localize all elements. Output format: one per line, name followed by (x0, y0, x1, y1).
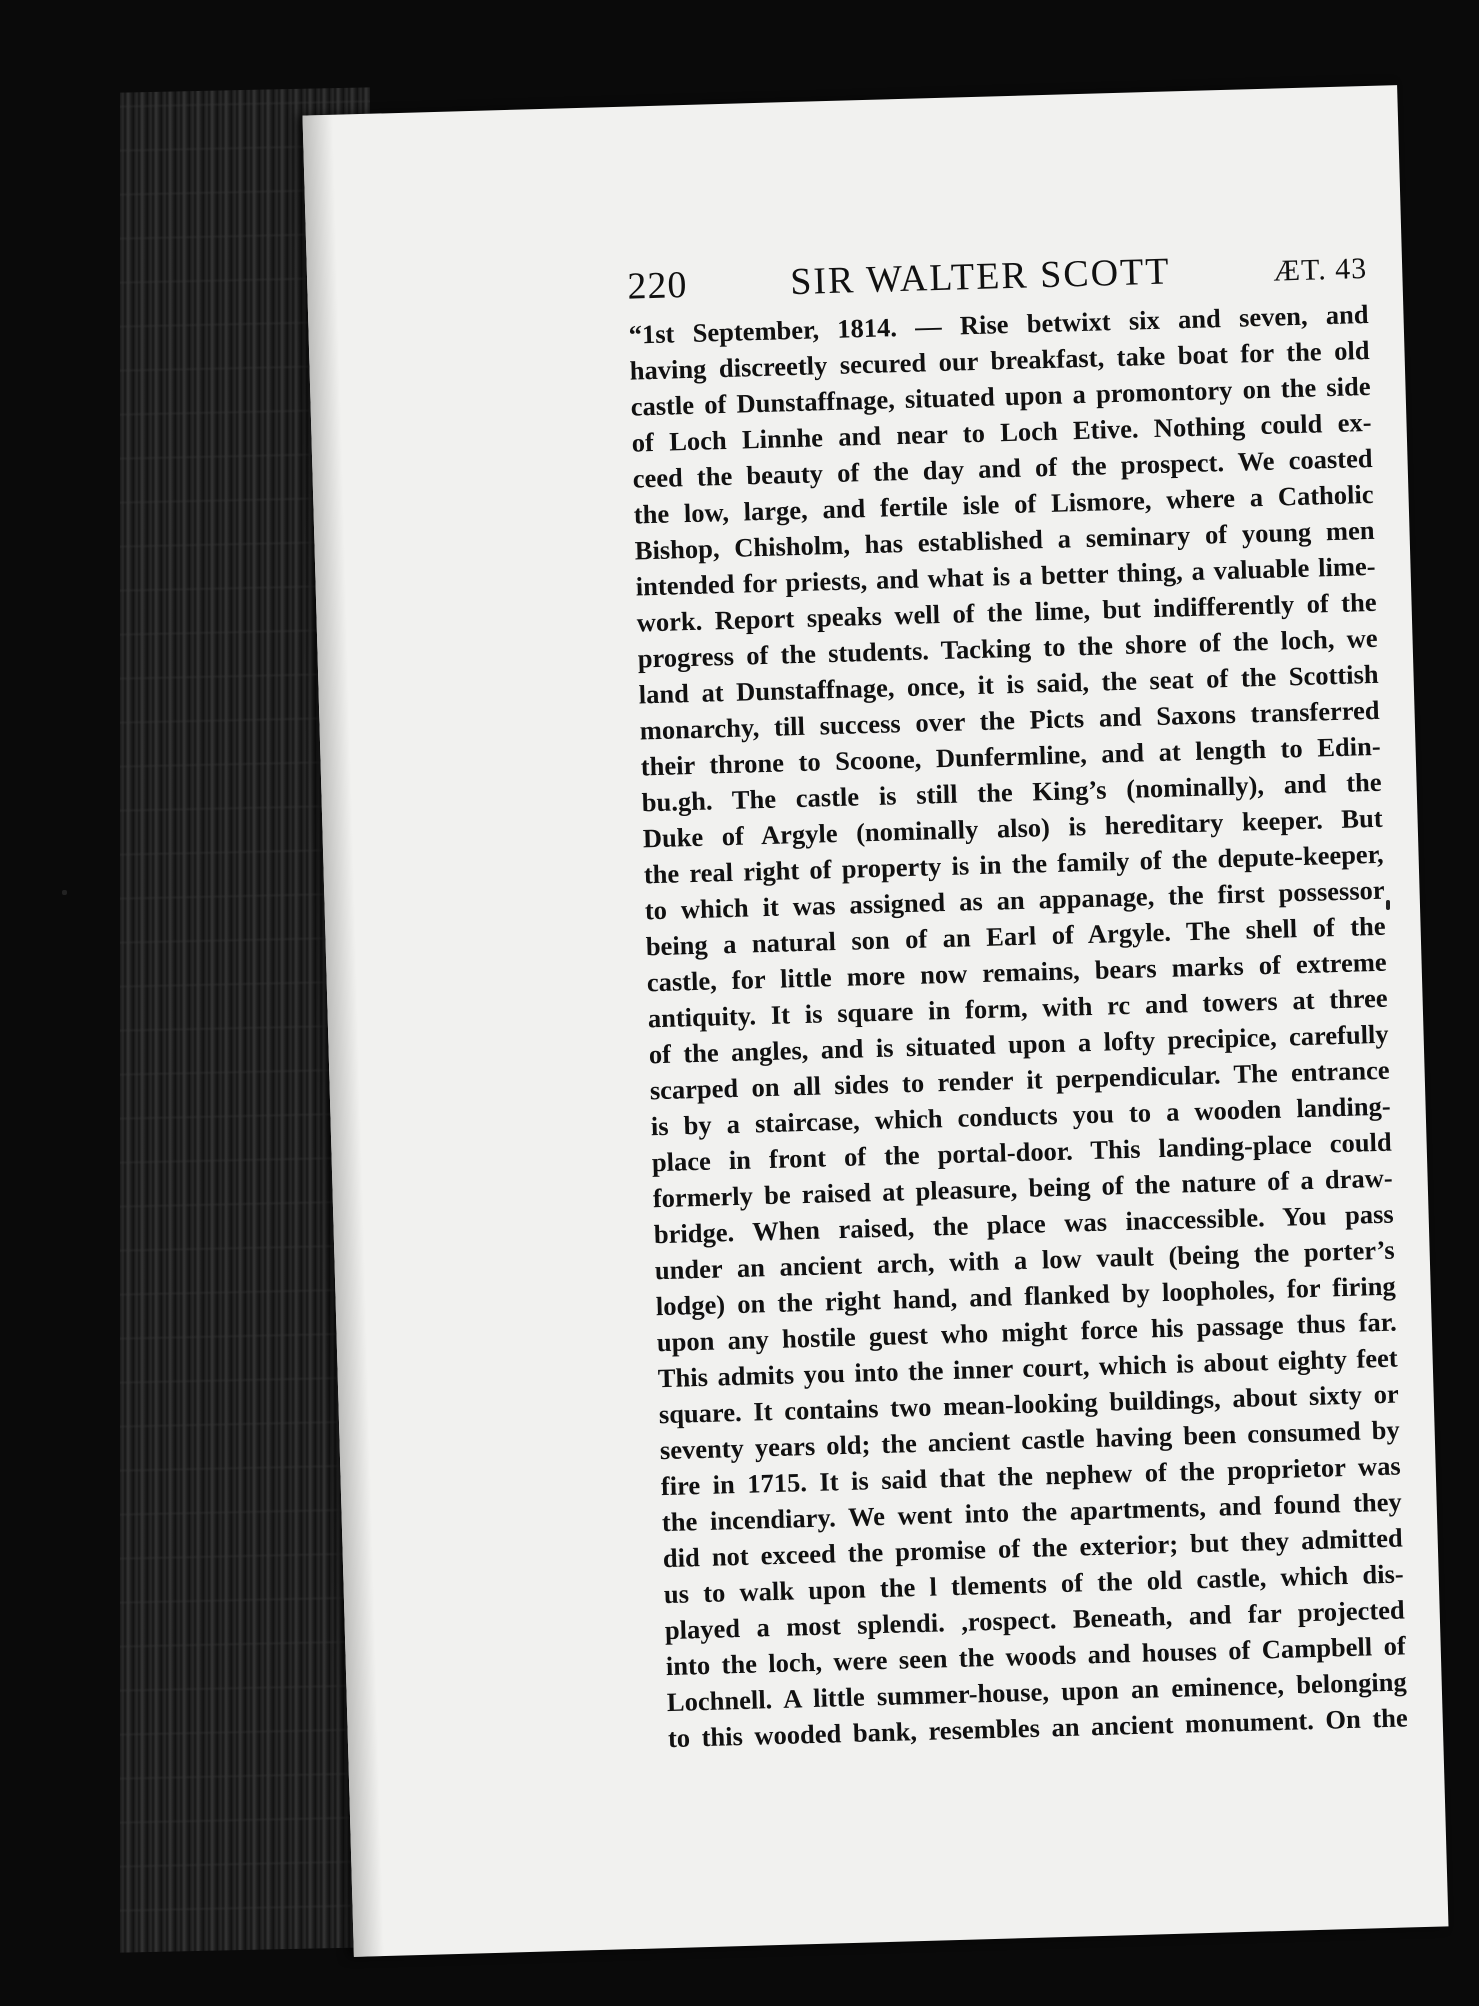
text-line: monarchy, till success over the Picts and Saxons transferred (639, 694, 1380, 746)
text-line: scarped on all sides to render it perpendicular. The entrance (649, 1054, 1390, 1106)
text-line: fire in 1715. It is said that the nephew of the proprietor was (660, 1450, 1402, 1502)
text-line: upon any hostile guest who might force his passage thus far. (656, 1306, 1398, 1358)
text-line: is by a staircase, which conducts you to a wooden landing- (650, 1090, 1391, 1142)
text-line: land at Dunstaffnage, once, it is said, the seat of the Scottish (638, 658, 1379, 710)
text-block (627, 244, 1408, 1756)
text-line: to which it was assigned as an appanage, the first possessor (644, 874, 1385, 926)
age-marker: ÆT. 43 (1272, 251, 1368, 288)
text-line: castle, for little more now remains, bears marks of extreme (646, 946, 1387, 998)
text-line: bridge. When raised, the place was inaccessible. You pass (653, 1198, 1394, 1250)
text-line: played a most splendi. ,rospect. Beneath, and far projected (664, 1594, 1406, 1646)
text-line: of the angles, and is situated upon a lofty precipice, carefully (648, 1018, 1389, 1070)
text-line: under an ancient arch, with a low vault (being the porter’s (654, 1234, 1396, 1286)
text-line: into the loch, were seen the woods and houses of Campbell of (665, 1630, 1407, 1682)
text-line: of Loch Linnhe and near to Loch Etive. Nothing could ex- (631, 406, 1372, 458)
text-line: intended for priests, and what is a better thing, a valuable lime- (635, 550, 1376, 602)
text-line: the real right of property is in the family of the depute-keeper, (643, 838, 1384, 890)
text-line: bu.gh. The castle is still the King’s (nominally), and the (641, 766, 1382, 818)
text-line: formerly be raised at pleasure, being of the nature of a draw- (652, 1162, 1393, 1214)
text-line: antiquity. It is square in form, with rc and towers at three (647, 982, 1388, 1034)
text-line: did not exceed the promise of the exterior; but they admitted (662, 1522, 1404, 1574)
scan-speck (62, 890, 67, 895)
text-line: the incendiary. We went into the apartments, and found they (661, 1486, 1403, 1538)
text-line: having discreetly secured our breakfast, take boat for the old (629, 334, 1370, 386)
text-line: their throne to Scoone, Dunfermline, and at length to Edin- (640, 730, 1381, 782)
text-line: us to walk upon the l tlements of the old castle, which dis- (663, 1558, 1405, 1610)
text-line: This admits you into the inner court, which is about eighty feet (657, 1342, 1399, 1394)
text-line: “1st September, 1814. — Rise betwixt six and seven, and (628, 298, 1369, 350)
running-title: SIR WALTER SCOTT (789, 250, 1172, 304)
text-line: Bishop, Chisholm, has established a seminary of young men (634, 514, 1375, 566)
text-line: ceed the beauty of the day and of the prospect. We coasted (632, 442, 1373, 494)
text-line: place in front of the portal-door. This landing-place could (651, 1126, 1392, 1178)
text-line: being a natural son of an Earl of Argyle. The shell of the (645, 910, 1386, 962)
page-number: 220 (626, 263, 688, 308)
text-line: progress of the students. Tacking to the shore of the loch, we (637, 622, 1378, 674)
text-line: castle of Dunstaffnage, situated upon a promontory on the side (630, 370, 1371, 422)
text-line: Lochnell. A little summer-house, upon an eminence, belonging (666, 1666, 1408, 1718)
book-page (302, 85, 1448, 1957)
text-line: square. It contains two mean-looking buildings, about sixty or (658, 1378, 1400, 1430)
body-text (628, 296, 1408, 1756)
text-line: the low, large, and fertile isle of Lismore, where a Catholic (633, 478, 1374, 530)
text-line: to this wooded bank, resembles an ancient monument. On the (667, 1702, 1409, 1754)
text-line: work. Report speaks well of the lime, but indifferently of the (636, 586, 1377, 638)
text-line: lodge) on the right hand, and flanked by loopholes, for firing (655, 1270, 1397, 1322)
scan-speck (1386, 900, 1390, 910)
text-line: seventy years old; the ancient castle having been consumed by (659, 1414, 1401, 1466)
text-line: Duke of Argyle (nominally also) is hereditary keeper. But (642, 802, 1383, 854)
